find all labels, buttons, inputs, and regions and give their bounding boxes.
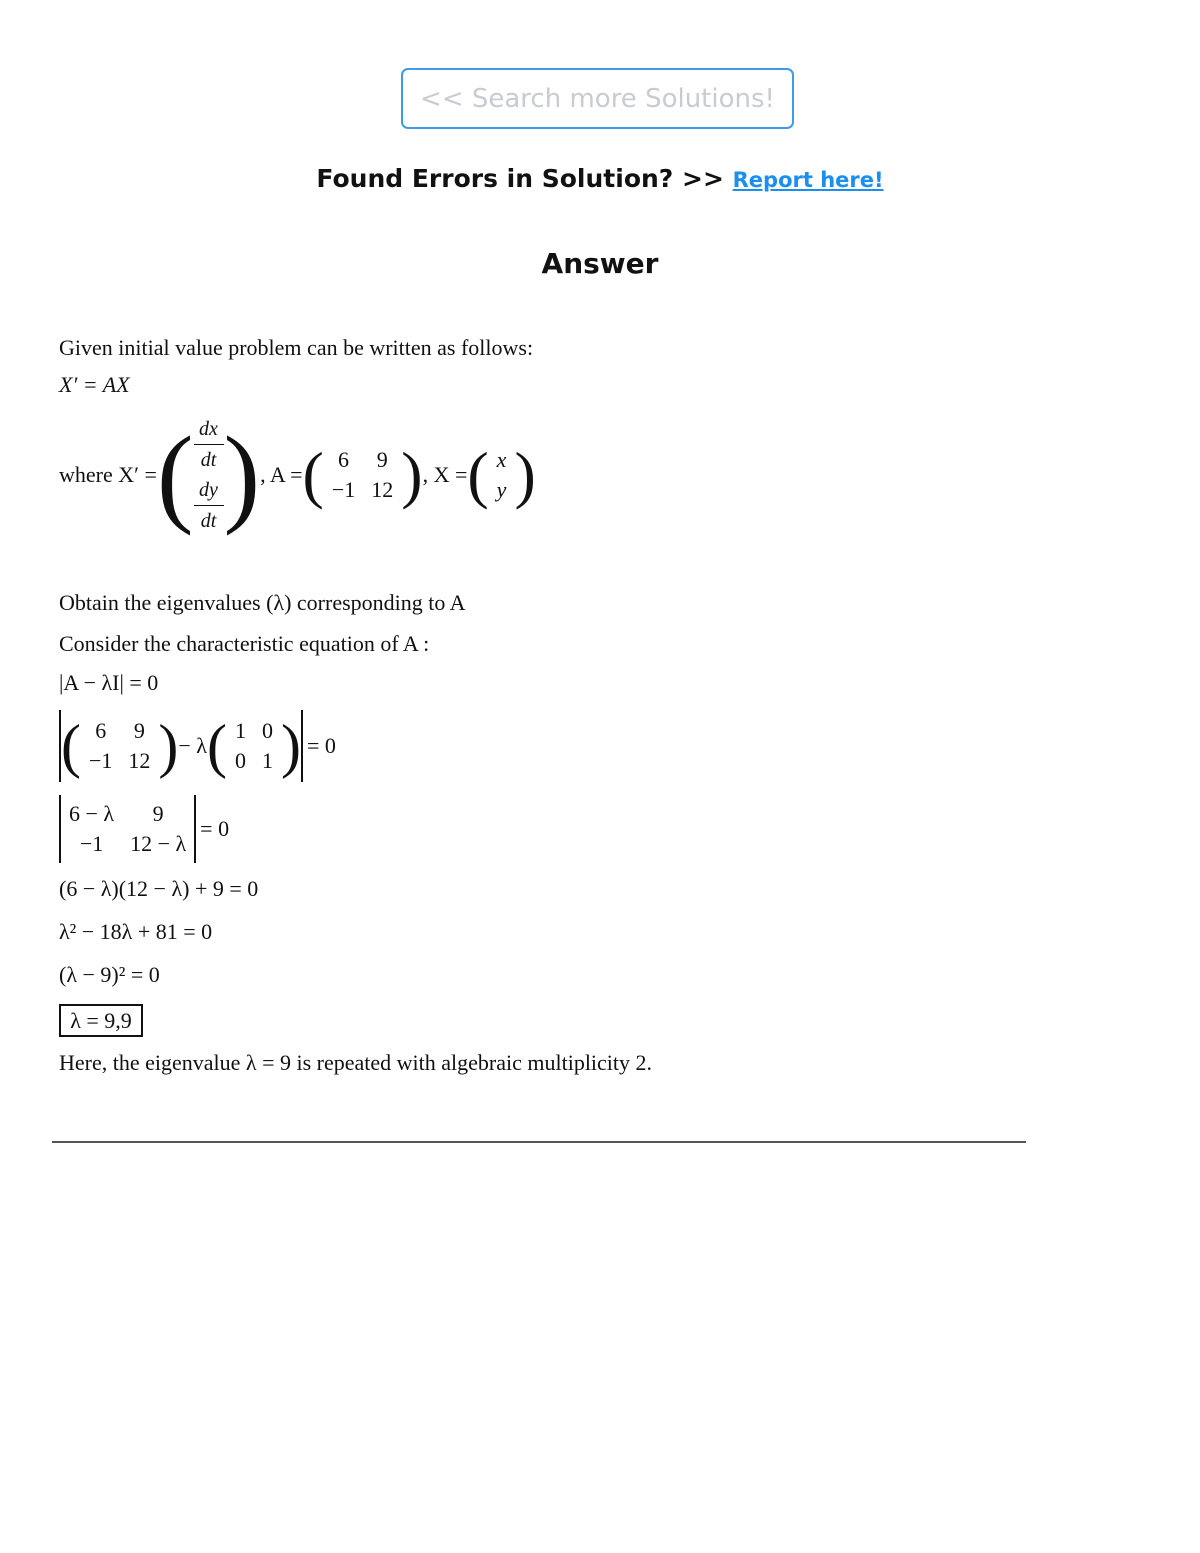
right-paren: ) (223, 414, 261, 536)
expanded-equation: (6 − λ)(12 − λ) + 9 = 0 (59, 876, 259, 901)
found-errors-line (0, 164, 1200, 193)
identity-matrix: 1 0 0 1 (234, 718, 273, 773)
conclusion-text: Here, the eigenvalue λ = 9 is repeated with algebraic multiplicity 2. (59, 1050, 653, 1075)
xprime-vector (194, 416, 224, 534)
matrix-a: 6 9 −1 12 (331, 447, 394, 502)
matrix-difference-equation: ( 6 9 −1 12 ) − λ ( 1 0 0 1 ) = 0 (59, 708, 336, 784)
x-label: , X = (422, 462, 468, 487)
section-divider (52, 1141, 1026, 1143)
answer-heading: Answer (541, 247, 659, 280)
system-equation: X′ = AX (59, 372, 130, 397)
where-label: where X′ = (59, 462, 157, 487)
characteristic-equation: |A − λI| = 0 (59, 670, 159, 695)
system-definition: where X′ = ( $\frac{dx}{dt}$ $\frac{dy}{dt}$ ) , A = ( 6 9 −1 12 ) , X = ( x y ) (59, 414, 536, 536)
vector-x: x y (496, 447, 507, 502)
a-label: , A = (260, 462, 303, 487)
left-paren: ( (156, 414, 194, 536)
dx-dt-fraction: $\frac{dx}{dt}$ (194, 416, 224, 473)
found-errors-text: Found Errors in Solution? >> (316, 164, 724, 193)
quadratic-equation: λ² − 18λ + 81 = 0 (59, 919, 213, 944)
factored-equation: (λ − 9)² = 0 (59, 962, 160, 987)
search-more-solutions-button[interactable]: << Search more Solutions! (401, 68, 794, 129)
eigenvalue-result-box: λ = 9,9 (59, 1004, 143, 1037)
lambda-operator: − λ (178, 733, 207, 758)
dy-dt-fraction: $\frac{dy}{dt}$ (194, 477, 224, 534)
determinant-matrix: 6 − λ 9 −1 12 − λ (69, 801, 187, 856)
matrix-a-repeat: 6 9 −1 12 (88, 718, 151, 773)
intro-text: Given initial value problem can be written as follows: (59, 335, 534, 360)
report-here-link[interactable]: Report here! (732, 168, 884, 192)
characteristic-intro: Consider the characteristic equation of A : (59, 631, 430, 656)
determinant-equation: 6 − λ 9 −1 12 − λ = 0 (59, 793, 229, 865)
eigenvalue-intro: Obtain the eigenvalues (λ) corresponding to A (59, 590, 466, 615)
